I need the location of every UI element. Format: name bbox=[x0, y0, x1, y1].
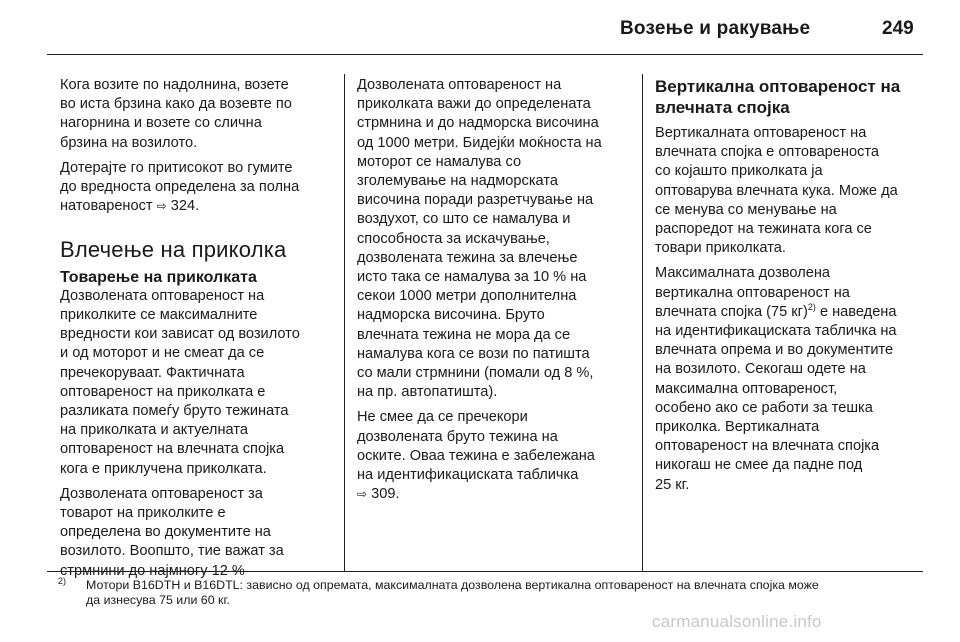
subheading-trailer-loading: Товарење на приколката bbox=[60, 268, 257, 286]
footnote-marker[interactable]: 2) bbox=[807, 301, 816, 312]
watermark: carmanualsonline.info bbox=[652, 612, 822, 631]
column-left bbox=[60, 76, 332, 587]
max-load-text: Максималната дозволена вертикална оптовареност на влечната спојка (75 кг) bbox=[655, 265, 850, 320]
axle-weight-text: Не смее да се пречекори дозволената бруто тежина на оските. Оваа тежина е забележана на идентификациската табличка bbox=[357, 409, 595, 484]
footnote-text: Мотори B16DTH и B16DTL: зависно од опремата, максималната дозволена вертикална оптовареност на влечната спојка може да изнесува 75 или 60 кг. bbox=[86, 578, 819, 607]
paragraph-axle-weight bbox=[357, 408, 629, 504]
page-reference-icon[interactable]: ⇨ bbox=[156, 199, 167, 214]
tire-pressure-text: Дотерајте го притисокот во гумите до вредноста определена за полна натовареност bbox=[60, 159, 300, 215]
header-divider bbox=[47, 54, 923, 55]
page-number: 249 bbox=[882, 18, 914, 39]
paragraph-vertical-load: Вертикалната оптовареност на влечната спојка е оптовареноста со којашто приколката ја оптоварува влечната кука. Може да се менува со менување на распоредот на тежината кога се товари приколката. bbox=[655, 125, 898, 257]
footnote-divider bbox=[47, 571, 923, 572]
column-divider bbox=[344, 74, 345, 571]
paragraph-max-vertical-load bbox=[655, 264, 927, 494]
page-section-title: Возење и ракување bbox=[620, 18, 811, 39]
paragraph-tire-pressure bbox=[60, 159, 332, 217]
column-middle bbox=[357, 76, 629, 510]
subheading-vertical-load: Вертикална оптовареност на влечната спојка bbox=[655, 77, 901, 117]
paragraph-trailer-docs: Дозволената оптовареност за товарот на приколките е определена во документите на возилото. Воопшто, тие важат за стрмнини до најмногу 12 % bbox=[60, 485, 284, 579]
paragraph-altitude: Дозволената оптовареност на приколката важи до определената стрмнина и до надморска височина од 1000 метри. Бидејќи моќноста на моторот се намалува со зголемување на надморската височина поради разретчување на воздухот, со што се намалува и способноста за искачување, дозволената тежина за влечење исто така се намалува за 10 % на секои 1000 метри дополнителна надморска височина. Бруто влечната тежина не мора да се намалува кога се вози по патишта со мали стрмнини (помали од 8 %, на пр. автопатишта). bbox=[357, 77, 602, 401]
footnote-mark: 2) bbox=[58, 576, 67, 586]
paragraph-trailer-load: Дозволената оптовареност на приколките се максималните вредности кои зависат од возилото и од моторот и не смеат да се пречекоруваат. Фактичната оптовареност на приколката е разликата помеѓу бруто тежината на приколката и актуелната оптовареност на влечната спојка кога е приклучена приколката. bbox=[60, 287, 300, 477]
page-reference-icon[interactable]: ⇨ bbox=[357, 487, 368, 502]
max-load-text-cont: е наведена на идентификациската табличка на влечната опрема и во документите на возилото. Секогаш одете на максимална оптовареност, особено ако се работи за тешка приколка. Вертикалната оптовареност на влечната спојка никогаш не смее да падне под 25 кг. bbox=[655, 303, 897, 493]
column-divider bbox=[642, 74, 643, 571]
tire-pressure-ref: 324. bbox=[166, 198, 200, 215]
paragraph-downhill: Кога возите по надолнина, возете во иста брзина како да возевте по нагорнина и возете со слична брзина на возилото. bbox=[60, 77, 292, 151]
column-right bbox=[655, 76, 927, 501]
section-heading-towing: Влечење на приколка bbox=[60, 237, 287, 263]
axle-weight-ref: 309. bbox=[367, 486, 400, 503]
